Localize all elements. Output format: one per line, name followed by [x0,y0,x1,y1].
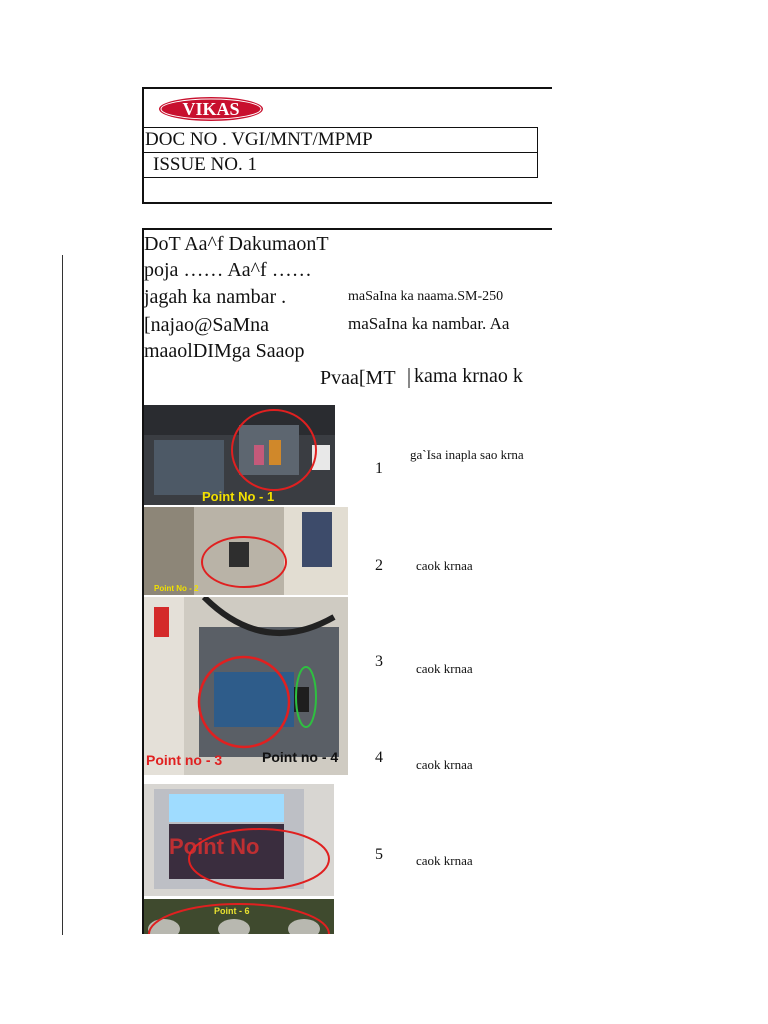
doc-date-label: DoT Aa^f DakumaonT [144,233,329,255]
point-3-number: 3 [375,653,383,670]
left-margin-line [62,255,63,935]
section-title: Pvaa[MT [320,367,396,389]
point-5-number: 5 [375,846,383,863]
point-2-number: 2 [375,557,383,574]
point-2-photo-label: Point No - 2 [154,584,199,593]
point-2-action: caok krnaa [416,558,473,573]
point-2-photo [144,507,348,595]
point-5-photo [144,784,334,896]
point-3-action: caok krnaa [416,661,473,676]
place-number-label: jagah ka nambar . [144,286,287,308]
point-4-number: 4 [375,749,383,766]
machine-number-label: maSaIna ka nambar. Aa [348,314,510,333]
doc-number: DOC NO . VGI/MNT/MPMP [144,127,538,152]
point-1-number: 1 [375,460,383,477]
point-5-action: caok krnaa [416,853,473,868]
prepared-by-label: [najao@SaMna [144,314,270,336]
point-1-photo [144,405,335,505]
vikas-logo [158,96,264,122]
machine-name-label: maSaIna ka naama.SM-250 [348,289,504,304]
section-title-continued: kama krnao k [414,365,523,387]
point-5-photo-label: Point No [169,834,260,859]
point-6-photo [144,899,334,934]
point-4-action: caok krnaa [416,757,473,772]
point-6-photo-label: Point - 6 [214,906,250,916]
point-1-photo-label: Point No - 1 [202,489,275,504]
logo-text: VIKAS [182,99,240,119]
issue-number: ISSUE NO. 1 [144,152,538,178]
point-4-photo-label: Point no - 4 [262,749,339,765]
point-1-action: ga`Isa inapla sao krna [410,447,524,462]
title-separator [408,368,410,388]
point-3-4-photo [144,597,348,775]
page-label: poja …… Aa^f …… [144,259,312,281]
point-3-photo-label: Point no - 3 [146,752,223,768]
mould-change-label: maaolDIMga Saaop [144,340,305,362]
